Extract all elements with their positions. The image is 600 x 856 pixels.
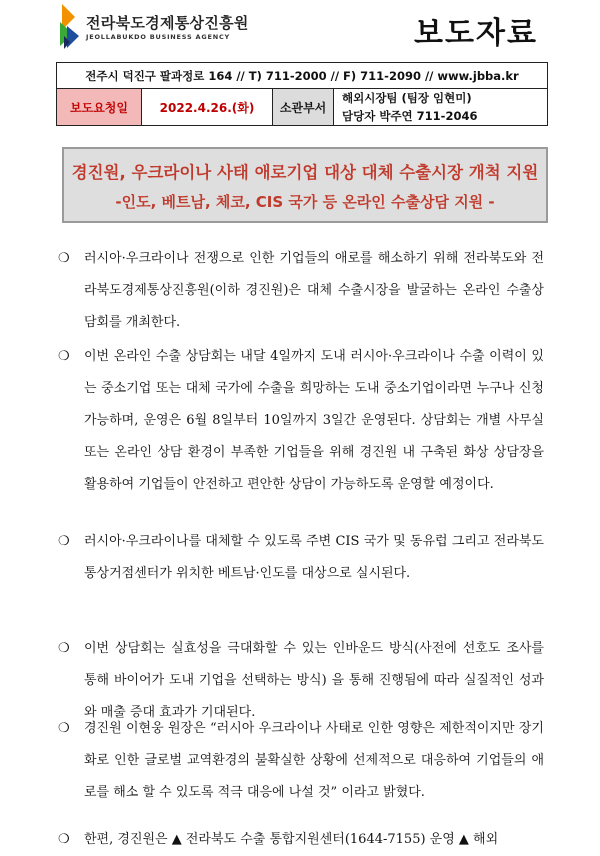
request-date-label: 보도요청일	[57, 89, 142, 126]
bullet: ❍	[58, 251, 70, 266]
department-info	[334, 89, 548, 126]
paragraph-text: 한편, 경진원은 ▲ 전라북도 수출 통합지원센터(1644-7155) 운영 ▲ 해외	[84, 832, 499, 847]
headline-sub: -인도, 베트남, 체코, CIS 국가 등 온라인 수출상담 지원 -	[115, 193, 495, 211]
paragraph	[58, 341, 544, 501]
paragraph-text: 이번 온라인 수출 상담회는 내달 4일까지 도내 러시아·우크라이나 수출 이력이 있는 중소기업 또는 대체 국가에 수출을 희망하는 도내 중소기업이라면 누구나 신청 가능하며, 운영은 6월 8일부터 10일까지 3일간 운영된다. 상담회는 개별 사무실 또는 온라인 상담 환경이 부족한 기업들을 위해 경진원 내 구축된 화상 상담장을 활용하여 기업들이 안전하고 편안한 상담이 가능하도록 운영할 예정이다.	[84, 349, 544, 492]
headline-box	[62, 147, 548, 223]
department-contact: 담당자 박주연 711-2046	[342, 109, 478, 123]
paragraph	[58, 243, 544, 339]
paragraph	[58, 713, 544, 809]
department-team: 해외시장팀 (팀장 임현미)	[342, 91, 472, 105]
paragraph-text: 러시아·우크라이나를 대체할 수 있도록 주변 CIS 국가 및 동유럽 그리고 전라북도 통상거점센터가 위치한 베트남·인도를 대상으로 실시된다.	[84, 534, 544, 581]
info-table	[56, 62, 548, 126]
request-row	[57, 89, 548, 126]
request-date: 2022.4.26.(화)	[142, 89, 273, 126]
contact-row	[57, 63, 548, 89]
agency-logo-icon	[58, 2, 80, 50]
paragraph-text: 경진원 이현웅 원장은 “러시아 우크라이나 사태로 인한 영향은 제한적이지만 장기화로 인한 글로벌 교역환경의 불확실한 상황에 선제적으로 대응하여 기업들의 애로를 해소 할 수 있도록 적극 대응에 나설 것” 이라고 밝혔다.	[84, 721, 544, 800]
bullet: ❍	[58, 641, 70, 656]
press-release-title: 보도자료	[414, 16, 538, 51]
contact-line: 전주시 덕진구 팔과정로 164 // T) 711-2000 // F) 711-2090 // www.jbba.kr	[57, 63, 548, 89]
headline-main: 경진원, 우크라이나 사태 애로기업 대상 대체 수출시장 개척 지원	[71, 163, 539, 182]
org-name: 전라북도경제통상진흥원	[86, 14, 249, 32]
bullet: ❍	[58, 832, 70, 847]
bullet: ❍	[58, 349, 70, 364]
department-label: 소관부서	[273, 89, 334, 126]
org-name-english: JEOLLABUKDO BUSINESS AGENCY	[86, 33, 231, 41]
paragraph-text: 러시아·우크라이나 전쟁으로 인한 기업들의 애로를 해소하기 위해 전라북도와 전라북도경제통상진흥원(이하 경진원)은 대체 수출시장을 발굴하는 온라인 수출상담회를 개최한다.	[84, 251, 544, 330]
bullet: ❍	[58, 534, 70, 549]
paragraph-text: 이번 상담회는 실효성을 극대화할 수 있는 인바운드 방식(사전에 선호도 조사를 통해 바이어가 도내 기업을 선택하는 방식) 을 통해 진행됨에 따라 실질적인 성과와 매출 증대 효과가 기대된다.	[84, 641, 544, 720]
paragraph	[58, 526, 544, 590]
bullet: ❍	[58, 721, 70, 736]
paragraph	[58, 824, 544, 856]
